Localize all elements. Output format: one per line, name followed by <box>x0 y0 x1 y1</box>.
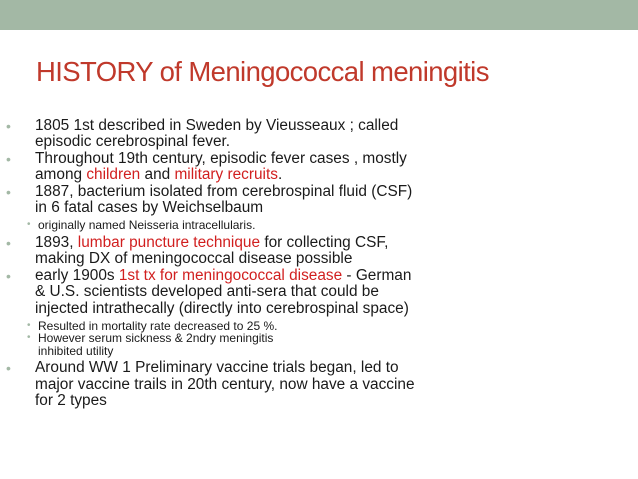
slide-title: HISTORY of Meningococcal meningitis <box>36 56 489 87</box>
bullet-text: Throughout 19th century, episodic fever cases , mostly among <box>35 149 407 184</box>
bullet-text: early 1900s <box>35 266 119 284</box>
bullet-1893 <box>0 235 420 268</box>
highlight-first-treatment: 1st tx for meningococcal disease <box>118 266 343 284</box>
top-accent-bar <box>0 0 638 30</box>
sub-bullet-serum-sickness <box>0 332 420 357</box>
sub-bullet-text: originally named Neisseria intracellularis. <box>38 218 256 233</box>
bullet-text: for collecting CSF, making DX of meningococcal disease possible <box>35 233 389 268</box>
bullet-text: 1805 1st described in Sweden by Vieusseaux ; called episodic cerebrospinal fever. <box>35 117 399 151</box>
bullet-text: . <box>277 166 283 184</box>
bullet-text: and <box>140 166 175 184</box>
highlight-lumbar-puncture: lumbar puncture technique <box>77 233 261 251</box>
bullet-text: Around WW 1 Preliminary vaccine trials began, led to major vaccine trails in 20th century, now have a vaccine for 2 types <box>35 359 415 410</box>
bullet-1887 <box>0 184 420 217</box>
bullet-1805 <box>0 118 420 151</box>
bullet-19th-century <box>0 151 420 184</box>
bullet-early-1900s <box>0 268 420 317</box>
bullet-ww1 <box>0 360 420 409</box>
highlight-children: children <box>86 166 141 184</box>
sub-bullet-text: However serum sickness & 2ndry meningitis inhibited utility <box>38 331 274 358</box>
sub-bullet-neisseria <box>0 219 420 232</box>
sub-bullet-text: Resulted in mortality rate decreased to 25 %. <box>38 318 278 333</box>
bullet-list <box>0 118 420 410</box>
bullet-text: 1887, bacterium isolated from cerebrospinal fluid (CSF) in 6 fatal cases by Weichselbaum <box>35 182 413 217</box>
highlight-military-recruits: military recruits <box>174 166 278 184</box>
bullet-text: - German & U.S. scientists developed anti-sera that could be injected intrathecally (directly into cerebrospinal space) <box>35 266 412 317</box>
bullet-text: 1893, <box>35 233 78 251</box>
